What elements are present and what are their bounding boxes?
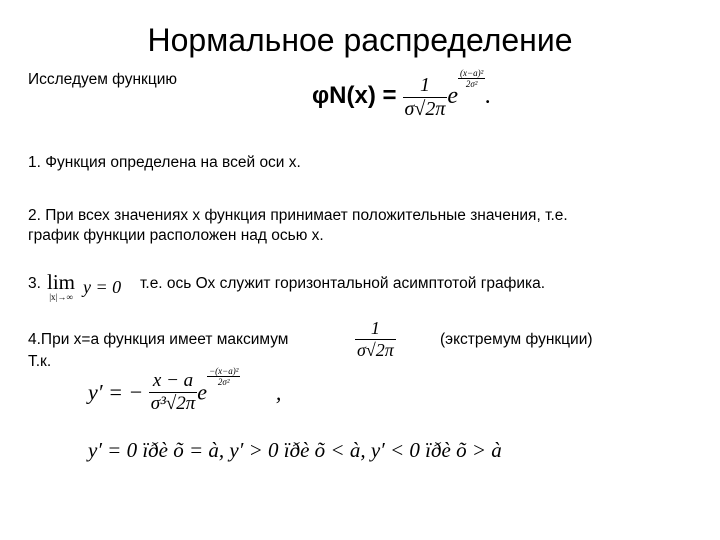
derivative-exp-numerator: −(x−a)² bbox=[209, 366, 239, 376]
intro-text: Исследуем функцию bbox=[28, 71, 177, 88]
derivative-exp-base: e bbox=[197, 379, 208, 405]
limit-formula bbox=[47, 272, 121, 302]
max-value-denominator: σ√2π bbox=[357, 340, 394, 360]
density-fraction bbox=[403, 74, 448, 121]
density-denominator: σ√2π bbox=[404, 98, 446, 120]
max-value-numerator: 1 bbox=[355, 318, 396, 340]
derivative-lhs: y′ = − bbox=[88, 379, 144, 405]
density-exp-denominator: 2σ² bbox=[465, 79, 478, 89]
point-2-line-1: 2. При всех значениях х функция принимает положительные значения, т.е. bbox=[28, 207, 568, 224]
density-exponent bbox=[458, 68, 485, 89]
density-exp-numerator: (x−a)² bbox=[460, 68, 484, 78]
density-exp-base: e bbox=[447, 83, 459, 110]
limit-word: lim bbox=[47, 270, 76, 294]
density-tail: . bbox=[485, 83, 492, 110]
max-value-fraction bbox=[355, 318, 396, 361]
density-numerator: 1 bbox=[403, 74, 448, 98]
density-lhs: φN(x) = bbox=[312, 82, 397, 110]
point-3-text: т.е. ось Ох служит горизонтальной асимптотой графика. bbox=[140, 275, 546, 292]
limit-expression: y = 0 bbox=[83, 276, 122, 297]
point-2-line-2: график функции расположен над осью х. bbox=[28, 227, 324, 244]
point-4-line-1: 4.При х=а функция имеет максимум bbox=[28, 331, 289, 348]
point-4-paren: (экстремум функции) bbox=[440, 331, 593, 348]
page-title: Нормальное распределение bbox=[147, 22, 573, 58]
point-4-line-2: Т.к. bbox=[28, 353, 52, 370]
derivative-tail: , bbox=[275, 379, 282, 405]
density-formula bbox=[312, 68, 492, 121]
derivative-numerator: x − a bbox=[149, 370, 198, 393]
derivative-denominator: σ³√2π bbox=[150, 393, 196, 414]
point-1: 1. Функция определена на всей оси х. bbox=[28, 154, 301, 171]
derivative-exponent bbox=[207, 366, 240, 387]
derivative-exp-denominator: 2σ² bbox=[217, 377, 230, 387]
limit-operator bbox=[47, 272, 75, 302]
derivative-formula bbox=[88, 366, 282, 415]
point-3-number: 3. bbox=[28, 275, 41, 292]
derivative-fraction bbox=[149, 370, 198, 415]
max-value-formula bbox=[355, 318, 396, 361]
sign-conditions: y′ = 0 ïðè õ = à, y′ > 0 ïðè õ < à, y′ < 0 ïðè õ > à bbox=[88, 438, 502, 462]
limit-subscript: |x|→∞ bbox=[49, 292, 73, 302]
